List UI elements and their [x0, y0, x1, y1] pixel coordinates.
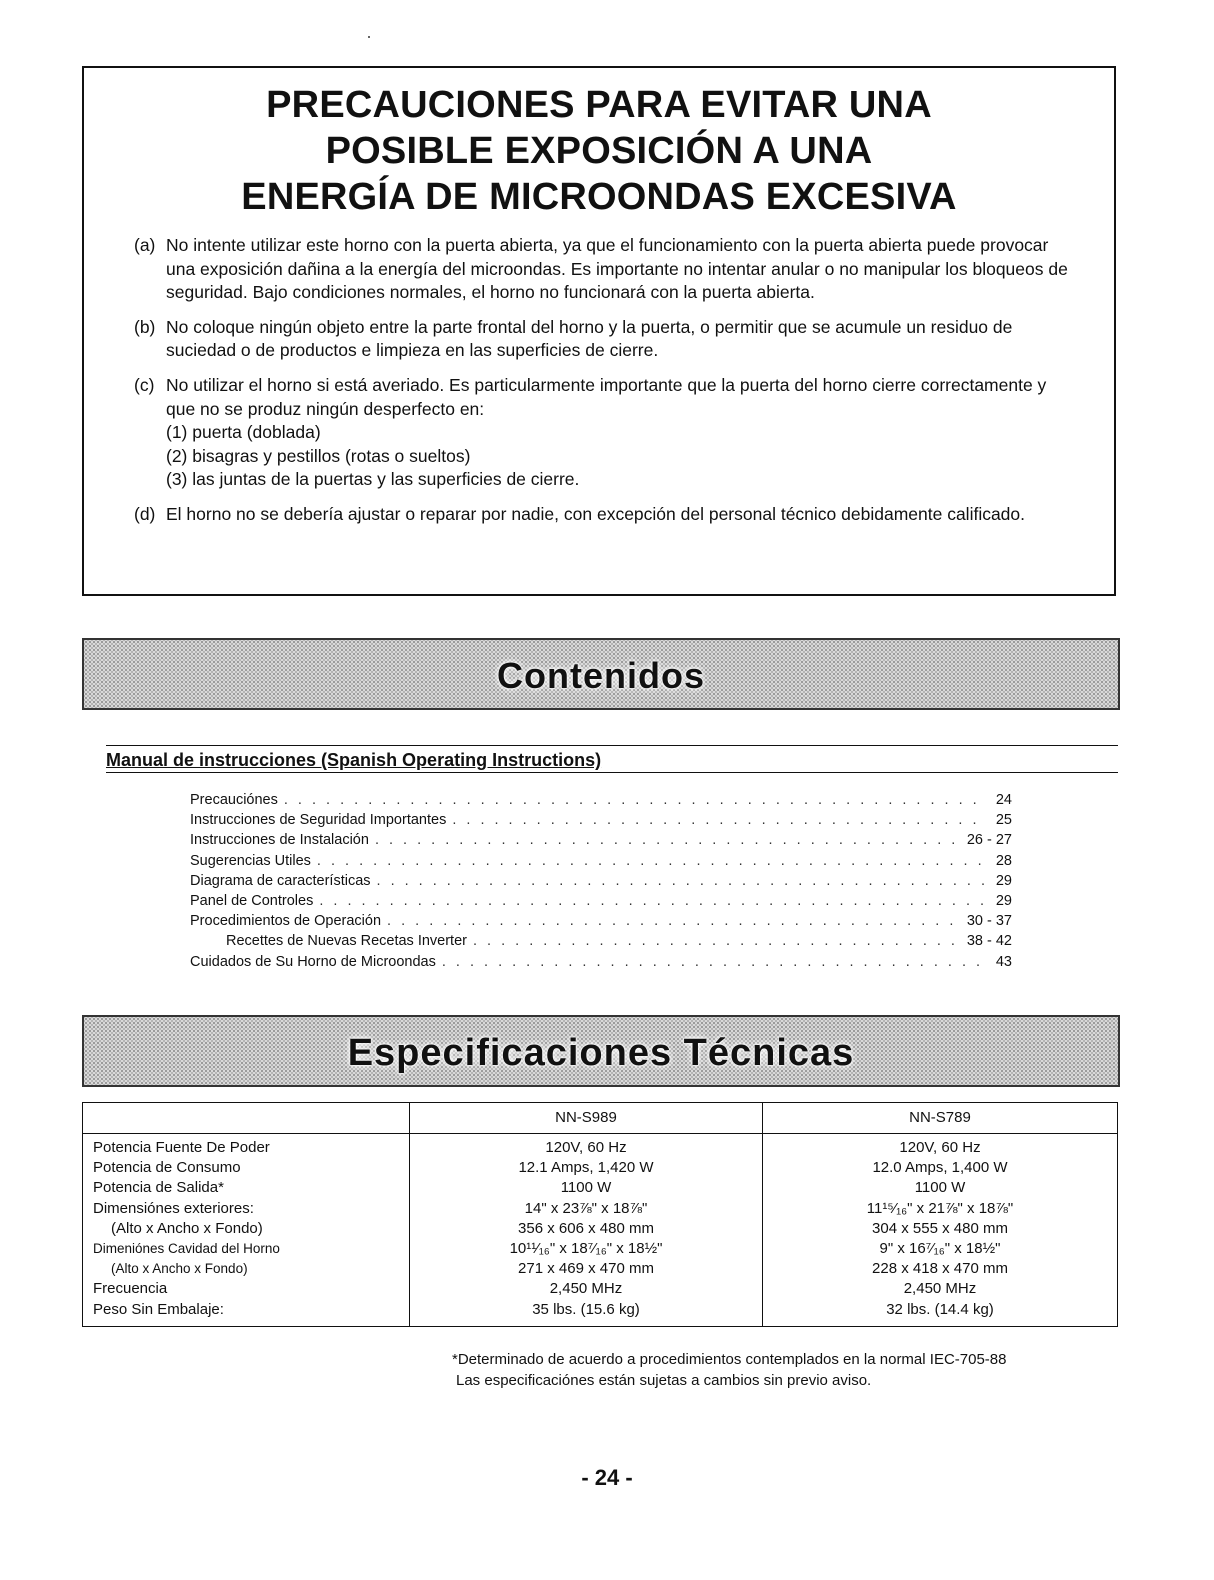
toc-leader-dots — [284, 790, 984, 810]
toc-entry-label: Panel de Controles — [190, 893, 314, 910]
toc-leader-dots — [387, 911, 961, 931]
spec-label: Frecuencia — [93, 1280, 168, 1298]
warning-item-label: (a) — [134, 235, 156, 255]
spec-value-b: 32 lbs. (14.4 kg) — [886, 1300, 994, 1318]
specs-label-column — [83, 1134, 410, 1327]
spec-value-a: 356 x 606 x 480 mm — [518, 1219, 654, 1237]
warning-item-c — [134, 374, 1074, 492]
warning-item-d — [134, 503, 1074, 527]
spec-value-b: 228 x 418 x 470 mm — [872, 1260, 1008, 1278]
toc-entry[interactable] — [190, 790, 1012, 810]
spec-label: Dimeniónes Cavidad del Horno — [93, 1241, 280, 1257]
footnote-line-2: Las especificaciónes están sujetas a cambios sin previo aviso. — [456, 1372, 872, 1389]
warning-item-a — [134, 234, 1074, 305]
toc-heading: Manual de instrucciones (Spanish Operating Instructions) — [106, 750, 602, 770]
spec-value-a: 35 lbs. (15.6 kg) — [532, 1300, 640, 1318]
footnote-line-1: *Determinado de acuerdo a procedimientos contemplados en la normal IEC-705-88 — [452, 1351, 1007, 1368]
toc-leader-dots — [442, 952, 984, 972]
toc-entry[interactable] — [190, 931, 1012, 951]
toc-entry-page: 30 - 37 — [966, 913, 1012, 930]
toc-entry-page: 25 — [995, 812, 1012, 829]
specs-model-b-column — [763, 1134, 1118, 1327]
spec-value-b: 304 x 555 x 480 mm — [872, 1219, 1008, 1237]
spec-value-b: 11¹⁵⁄₁₆" x 21⅞" x 18⅞" — [866, 1199, 1014, 1217]
toc-entry-label: Instrucciones de Instalación — [190, 832, 369, 849]
spec-value-b: 120V, 60 Hz — [899, 1139, 981, 1156]
spec-value-a: 10¹¹⁄₁₆" x 18⁷⁄₁₆" x 18½" — [509, 1240, 663, 1258]
warning-item-label: (b) — [134, 316, 156, 337]
table-of-contents — [190, 790, 1012, 972]
toc-entry[interactable] — [190, 891, 1012, 911]
spec-value-b: 2,450 MHz — [903, 1280, 977, 1298]
toc-entry[interactable] — [190, 871, 1012, 891]
specs-model-a-column — [410, 1134, 763, 1327]
spec-value-a: 1100 W — [560, 1179, 612, 1197]
microwave-warning-box — [82, 66, 1116, 596]
specs-header-model-a: NN-S989 — [410, 1103, 763, 1134]
toc-entry-page: 24 — [995, 792, 1012, 808]
toc-leader-dots — [473, 931, 961, 951]
toc-entry[interactable] — [190, 810, 1012, 830]
spec-label: (Alto x Ancho x Fondo) — [111, 1261, 248, 1277]
spec-value-a: 14" x 23⅞" x 18⅞" — [524, 1199, 648, 1217]
page-number: - 24 - — [581, 1465, 633, 1490]
toc-entry-page: 26 - 27 — [966, 832, 1012, 849]
toc-heading-bar — [106, 745, 1118, 773]
spec-value-a: 271 x 469 x 470 mm — [518, 1260, 654, 1278]
spec-label: Peso Sin Embalaje: — [93, 1300, 224, 1318]
toc-entry-label: Precauciónes — [190, 792, 278, 808]
spec-value-b: 12.0 Amps, 1,400 W — [872, 1159, 1008, 1177]
toc-entry-page: 38 - 42 — [966, 933, 1012, 950]
spec-value-b: 9" x 16⁷⁄₁₆" x 18½" — [879, 1240, 1001, 1258]
toc-leader-dots — [377, 871, 984, 891]
scan-speck — [368, 36, 370, 38]
toc-entry[interactable] — [190, 911, 1012, 931]
warning-title-line: PRECAUCIONES PARA EVITAR UNA — [266, 84, 932, 126]
spec-value-a: 12.1 Amps, 1,420 W — [518, 1159, 654, 1177]
specs-table — [82, 1102, 1118, 1327]
specs-header-blank — [83, 1103, 410, 1134]
warning-subitem: (3) las juntas de la puertas y las superficies de cierre. — [166, 469, 580, 490]
toc-entry-label: Cuidados de Su Horno de Microondas — [190, 953, 436, 970]
warning-item-text: No utilizar el horno si está averiado. Es particularmente importante que la puerta del horno cierre correctamente y que no se produz ningún desperfecto en: — [166, 374, 1047, 419]
spec-value-a: 120V, 60 Hz — [545, 1139, 627, 1156]
toc-leader-dots — [452, 810, 984, 830]
toc-entry-page: 28 — [995, 852, 1012, 869]
spec-label: Potencia de Salida* — [93, 1179, 224, 1197]
spec-value-a: 2,450 MHz — [549, 1280, 623, 1298]
spec-label: Dimensiónes exteriores: — [93, 1199, 254, 1217]
toc-entry-page: 29 — [995, 893, 1012, 910]
warning-title-line: ENERGÍA DE MICROONDAS EXCESIVA — [241, 176, 957, 218]
toc-leader-dots — [375, 830, 961, 850]
warning-title — [84, 82, 1114, 220]
spec-value-b: 1100 W — [914, 1179, 966, 1197]
toc-leader-dots — [317, 851, 984, 871]
warning-list — [134, 234, 1074, 538]
warning-item-b — [134, 316, 1074, 363]
warning-title-line: POSIBLE EXPOSICIÓN A UNA — [325, 130, 873, 172]
toc-entry-label: Procedimientos de Operación — [190, 913, 382, 930]
specs-header-model-b: NN-S789 — [763, 1103, 1118, 1134]
warning-item-label: (d) — [134, 503, 156, 524]
contents-banner — [82, 638, 1120, 710]
specs-banner — [82, 1015, 1120, 1087]
toc-leader-dots — [319, 891, 984, 911]
spec-label: (Alto x Ancho x Fondo) — [111, 1219, 263, 1237]
contents-banner-title: Contenidos — [497, 655, 705, 696]
toc-entry[interactable] — [190, 830, 1012, 850]
warning-item-text: No intente utilizar este horno con la puerta abierta, ya que el funcionamiento con la puerta abierta puede provocar una exposición dañina a la energía del microondas. Es importante no intentar anular o no manipular los bloqueos de seguridad. Bajo condiciones normales, el horno no funcionará con la puerta abierta. — [166, 235, 1068, 303]
warning-item-label: (c) — [134, 374, 155, 395]
warning-subitem: (2) bisagras y pestillos (rotas o sueltos) — [166, 445, 471, 466]
toc-entry-label: Sugerencias Utiles — [190, 852, 311, 869]
warning-subitem: (1) puerta (doblada) — [166, 422, 321, 443]
toc-entry-page: 43 — [995, 953, 1012, 970]
toc-entry[interactable] — [190, 952, 1012, 972]
warning-item-text: El horno no se debería ajustar o reparar por nadie, con excepción del personal técnico debidamente calificado. — [166, 503, 1026, 524]
spec-label: Potencia de Consumo — [93, 1159, 241, 1177]
toc-entry-label: Diagrama de características — [190, 872, 371, 889]
toc-entry-page: 29 — [995, 872, 1012, 889]
specs-banner-title: Especificaciones Técnicas — [347, 1032, 855, 1074]
toc-entry[interactable] — [190, 851, 1012, 871]
warning-item-text: No coloque ningún objeto entre la parte frontal del horno y la puerta, o permitir que se acumule un residuo de suciedad o de productos e limpieza en las superficies de cierre. — [166, 316, 1013, 361]
specs-header-row — [83, 1103, 1118, 1134]
toc-entry-label: Recettes de Nuevas Recetas Inverter — [226, 933, 467, 950]
spec-label: Potencia Fuente De Poder — [93, 1139, 270, 1156]
specs-footnote — [452, 1349, 1006, 1391]
toc-entry-label: Instrucciones de Seguridad Importantes — [190, 812, 447, 829]
specs-body-row — [83, 1134, 1118, 1327]
